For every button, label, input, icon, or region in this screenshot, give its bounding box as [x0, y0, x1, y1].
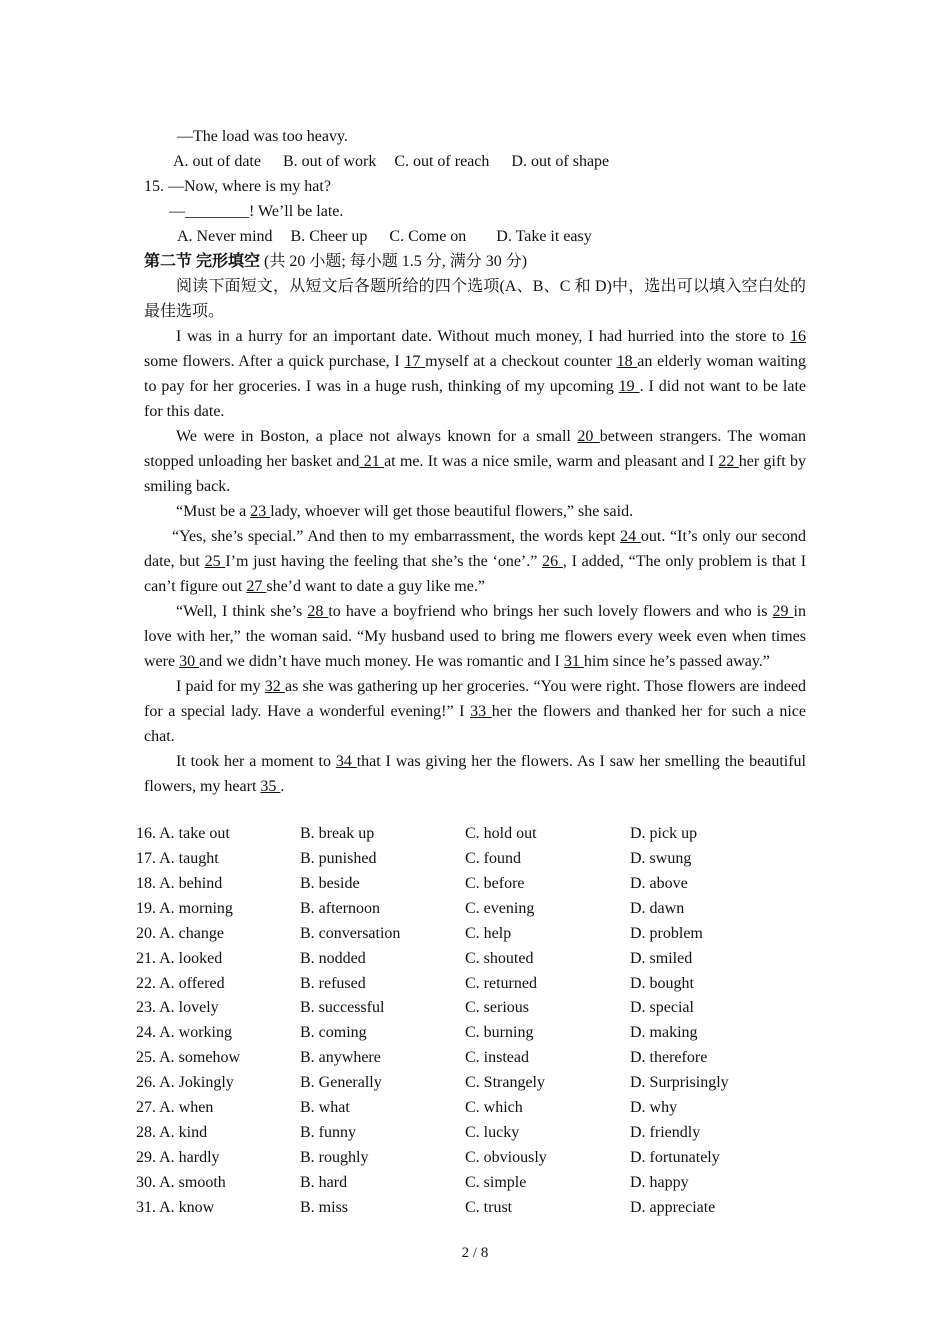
choice-a: 28. A. kind [136, 1124, 208, 1141]
choice-b: B. miss [300, 1199, 349, 1216]
choice-b: B. punished [300, 850, 377, 867]
choice-d: D. swung [630, 850, 692, 867]
passage-paragraph-1: I was in a hurry for an important date. Without much money, I had hurried into the store to 16 some flowers. After a quick purchase, I 17 myself at a checkout counter 18 an elderly woman waiting to pay for her groceries. I was in a huge rush, thinking of my upcoming 19 . I did not want to be late for this date. [144, 328, 807, 420]
choice-b: B. refused [300, 975, 366, 992]
choice-d: D. therefore [630, 1049, 708, 1066]
choice-c: C. serious [465, 999, 529, 1016]
q15-option-a: A. Never mind [177, 228, 273, 245]
choice-c: C. burning [465, 1024, 534, 1041]
choice-c: C. which [465, 1099, 523, 1116]
blank-21: 21 [359, 453, 385, 470]
choice-b: B. funny [300, 1124, 356, 1141]
choice-a: 29. A. hardly [136, 1149, 220, 1166]
section-title: 第二节 完形填空 [144, 253, 261, 270]
choice-d: D. happy [630, 1174, 689, 1191]
choice-d: D. smiled [630, 950, 693, 967]
q15-option-d: D. Take it easy [496, 228, 592, 245]
choice-b: B. break up [300, 825, 375, 842]
blank-33: 33 [470, 703, 492, 720]
blank-26: 26 [542, 553, 563, 570]
choice-b: B. anywhere [300, 1049, 381, 1066]
q15-answer-line: —________! We’ll be late. [169, 203, 344, 220]
choice-c: C. shouted [465, 950, 534, 967]
blank-25: 25 [204, 553, 226, 570]
blank-28: 28 [307, 603, 329, 620]
choice-c: C. hold out [465, 825, 537, 842]
choice-d: D. Surprisingly [630, 1074, 729, 1091]
blank-22: 22 [718, 453, 739, 470]
blank-30: 30 [179, 653, 200, 670]
passage-paragraph-7: It took her a moment to 34 that I was giving her the flowers. As I saw her smelling the beautiful flowers, my heart 35 . [144, 753, 807, 795]
passage-paragraph-6: I paid for my 32 as she was gathering up her groceries. “You were right. Those flowers are indeed for a special lady. Have a wonderful evening!” I 33 her the flowers and thanked her for such a nice chat. [144, 678, 807, 745]
q14-option-c: C. out of reach [394, 153, 490, 170]
blank-18: 18 [616, 353, 638, 370]
choice-a: 24. A. working [136, 1024, 232, 1041]
choice-d: D. making [630, 1024, 698, 1041]
q15-option-c: C. Come on [389, 228, 467, 245]
choice-c: C. evening [465, 900, 535, 917]
passage-paragraph-3: “Must be a 23 lady, whoever will get those beautiful flowers,” she said. [176, 503, 634, 520]
q14-option-a: A. out of date [173, 153, 261, 170]
blank-20: 20 [577, 428, 600, 445]
blank-29: 29 [772, 603, 794, 620]
choice-b: B. beside [300, 875, 360, 892]
choice-a: 27. A. when [136, 1099, 214, 1116]
choice-a: 17. A. taught [136, 850, 219, 867]
choice-c: C. Strangely [465, 1074, 545, 1091]
choice-d: D. appreciate [630, 1199, 716, 1216]
choice-d: D. pick up [630, 825, 698, 842]
choice-c: C. lucky [465, 1124, 520, 1141]
blank-34: 34 [335, 753, 357, 770]
choice-d: D. special [630, 999, 694, 1016]
choice-a: 19. A. morning [136, 900, 233, 917]
blank-16: 16 [790, 328, 806, 345]
choice-a: 30. A. smooth [136, 1174, 226, 1191]
choice-a: 26. A. Jokingly [136, 1074, 234, 1091]
blank-23: 23 [250, 503, 271, 520]
page-number: 2 / 8 [461, 1245, 489, 1261]
choice-a: 18. A. behind [136, 875, 223, 892]
choice-c: C. help [465, 925, 512, 942]
choice-b: B. coming [300, 1024, 367, 1041]
choice-c: C. instead [465, 1049, 529, 1066]
q15-question: 15. —Now, where is my hat? [144, 178, 331, 195]
choice-d: D. bought [630, 975, 694, 992]
choice-a: 31. A. know [136, 1199, 215, 1216]
passage-paragraph-2: We were in Boston, a place not always known for a small 20 between strangers. The woman stopped unloading her basket and 21 at me. It was a nice smile, warm and pleasant and I 22 her gift by smiling back. [144, 428, 807, 495]
choice-b: B. afternoon [300, 900, 380, 917]
choice-c: C. before [465, 875, 525, 892]
section-title-note: (共 20 小题; 每小题 1.5 分, 满分 30 分) [260, 253, 528, 270]
q14-options [173, 149, 609, 174]
choice-d: D. problem [630, 925, 703, 942]
blank-31: 31 [563, 653, 584, 670]
choice-b: B. nodded [300, 950, 366, 967]
choice-c: C. returned [465, 975, 537, 992]
choice-d: D. dawn [630, 900, 685, 917]
choice-d: D. above [630, 875, 688, 892]
blank-32: 32 [264, 678, 285, 695]
passage-paragraph-5: “Well, I think she’s 28 to have a boyfriend who brings her such lovely flowers and who is 29 in love with her,” the woman said. “My husband used to bring me flowers every week even when times were 30 and we didn’t have much money. He was romantic and I 31 him since he’s passed away.” [144, 603, 806, 670]
q15-option-b: B. Cheer up [290, 228, 368, 245]
blank-17: 17 [404, 353, 426, 370]
cloze-passage [144, 324, 806, 799]
blank-24: 24 [620, 528, 641, 545]
blank-19: 19 [618, 378, 640, 395]
choice-a: 25. A. somehow [136, 1049, 240, 1066]
instruction-text: 阅读下面短文，从短文后各题所给的四个选项(A、B、C 和 D)中，选出可以填入空白处的最佳选项。 [144, 278, 806, 320]
choice-a: 20. A. change [136, 925, 224, 942]
choice-b: B. successful [300, 999, 385, 1016]
choice-d: D. fortunately [630, 1149, 720, 1166]
q14-option-b: B. out of work [282, 153, 377, 170]
passage-paragraph-4: “Yes, she’s special.” And then to my embarrassment, the words kept 24 out. “It’s only our second date, but 25 I’m just having the feeling that she’s the ‘one’.” 26 , I added, “The only problem is that I can’t figure out 27 she’d want to date a guy like me.” [144, 528, 807, 595]
section-heading [144, 249, 527, 274]
q15-options [177, 224, 592, 249]
choice-a: 16. A. take out [136, 825, 230, 842]
blank-27: 27 [246, 578, 267, 595]
q14-answer-line: —The load was too heavy. [177, 128, 348, 145]
choice-c: C. obviously [465, 1149, 547, 1166]
choice-b: B. conversation [300, 925, 401, 942]
choice-b: B. Generally [300, 1074, 382, 1091]
choice-b: B. what [300, 1099, 350, 1116]
choice-c: C. found [465, 850, 521, 867]
choice-d: D. friendly [630, 1124, 701, 1141]
q14-option-d: D. out of shape [511, 153, 610, 170]
section-instruction [144, 274, 806, 324]
choice-b: B. roughly [300, 1149, 369, 1166]
choice-a: 22. A. offered [136, 975, 225, 992]
choice-d: D. why [630, 1099, 678, 1116]
blank-35: 35 [260, 778, 281, 795]
choice-c: C. simple [465, 1174, 527, 1191]
choice-a: 23. A. lovely [136, 999, 219, 1016]
choice-b: B. hard [300, 1174, 348, 1191]
choice-a: 21. A. looked [136, 950, 223, 967]
choice-c: C. trust [465, 1199, 513, 1216]
